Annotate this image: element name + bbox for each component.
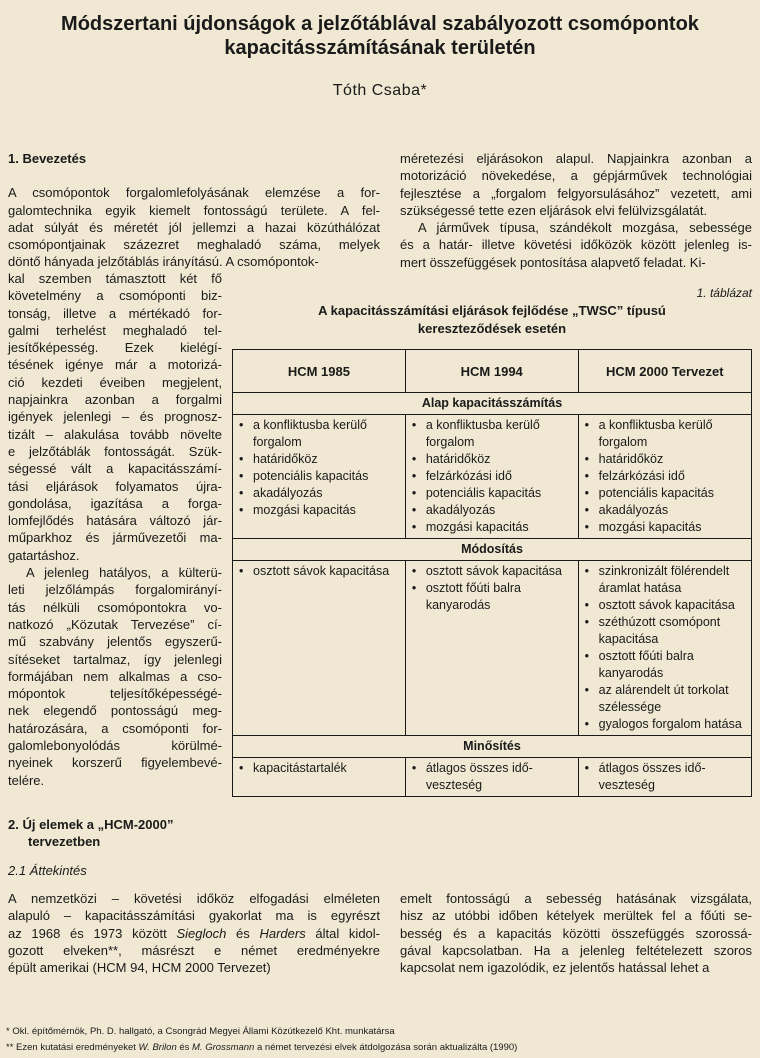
text-line: A jelenleg hatályos, a külterü- — [26, 565, 222, 581]
left-column-narrow — [8, 270, 222, 789]
table-title-line-2: kereszteződések esetén — [417, 321, 567, 336]
text-line: hisz az utóbbi időben kételyek merültek fel a főúti se- — [400, 908, 752, 924]
list-item: • akadályozás — [239, 485, 399, 502]
list-item: • széthúzott csomópont kapacitása — [585, 614, 745, 648]
text-line: műparkhoz és járművezetői ma- — [8, 530, 222, 546]
table-section-heading: Minősítés — [233, 736, 752, 758]
right-paragraph — [400, 150, 752, 271]
text-line: natkozó „Közutak Tervezése” cí- — [8, 616, 222, 632]
list-item: • potenciális kapacitás — [585, 485, 745, 502]
list-item: • gyalogos forgalom hatása — [585, 716, 745, 733]
text-line: galomtechnika egyik kiemelt fontosságú területe. A fel- — [8, 202, 380, 218]
list-item: • osztott sávok kapacitása — [239, 563, 399, 580]
list-item: • osztott főúti balra kanyarodás — [412, 580, 572, 614]
bullet-list — [412, 563, 572, 614]
text-line: gával kapcsolatban. Ha a jelenleg feltételezett szoros — [400, 942, 752, 958]
table-cell — [578, 561, 751, 736]
text-line: határozására, a csomóponti for- — [8, 720, 222, 736]
text-line: emelt fontosságú a sebesség hatásának vizsgálata, — [400, 891, 752, 906]
bullet-list — [239, 417, 399, 519]
text-line: tási eljárások folyamatos újra- — [8, 478, 222, 494]
right-bottom-paragraph — [400, 890, 752, 976]
text-line: nyeinek korszerű figyelembevé- — [8, 755, 222, 771]
article-title — [0, 12, 760, 60]
text-line: A nemzetközi – követési időköz elfogadási elméleten — [8, 891, 380, 906]
text-line: tizált – alakulása tovább növelte — [8, 426, 222, 442]
left-column-top — [8, 150, 380, 271]
text-line: ségessé vált a kapacitásszámí- — [8, 461, 222, 477]
list-item: • határidőköz — [239, 451, 399, 468]
text-line: formájában nem alkalmas a cso- — [8, 668, 222, 684]
list-item: • osztott főúti balra kanyarodás — [585, 648, 745, 682]
intro-paragraph-c — [8, 564, 222, 789]
bullet-list — [239, 563, 399, 580]
text-line: galmi terhelést meghaladó tel- — [8, 322, 222, 338]
table-title-line-1: A kapacitásszámítási eljárások fejlődése „TWSC” típusú — [318, 303, 666, 318]
text-line: motorizáció növekedése, a gépjárművek technológiai — [400, 168, 752, 184]
text-line: mű szabvány jelentős egyszerű- — [8, 634, 222, 650]
text-line: alapuló – kapacitásszámítási gyakorlat ma is egyrészt — [8, 908, 380, 924]
table-cell — [233, 561, 406, 736]
text-line: döntő hányada jelzőtáblás irányítású. A csomópontok- — [8, 254, 319, 270]
text-line: A járművek típusa, szándékolt mozgása, sebessége — [418, 220, 752, 236]
list-item: • akadályozás — [412, 502, 572, 519]
list-item: • mozgási kapacitás — [412, 519, 572, 536]
bullet-list — [412, 760, 572, 794]
section-2-heading-line-1: 2. Új elemek a „HCM-2000” — [8, 817, 174, 832]
table-cell — [405, 758, 578, 797]
capacity-table — [232, 349, 752, 797]
list-item: • mozgási kapacitás — [585, 519, 745, 536]
list-item: • kapacitástartalék — [239, 760, 399, 777]
text-line: leti jelzőlámpás forgalomirányí- — [8, 582, 222, 598]
list-item: • mozgási kapacitás — [239, 502, 399, 519]
table-section-heading: Alap kapacitásszámítás — [233, 393, 752, 415]
list-item: • a konfliktusba kerülő forgalom — [239, 417, 399, 451]
text-line: sítéseket tartalmaz, így jelenlegi — [8, 651, 222, 667]
bullet-list — [412, 417, 572, 536]
list-item: • határidőköz — [412, 451, 572, 468]
text-line: lomfejlődés hatására változó jár- — [8, 513, 222, 529]
text-line: csomópontjainak százezret meghaladó száma, melyek — [8, 237, 380, 253]
bottom-left-column — [8, 890, 380, 976]
text-line: telére. — [8, 772, 45, 788]
text-line: kapcsolat nem igazolódik, ez jelentős hatással lehet a — [400, 960, 710, 976]
table-cell — [578, 415, 751, 539]
text-line: gozott elveken**, másrészt e német eredményekre — [8, 942, 380, 958]
list-item: • potenciális kapacitás — [412, 485, 572, 502]
text-line: adat súlyát és méretét jól jellemzi a hazai közúthálózat — [8, 219, 380, 235]
text-line: tás nélküli csomópontokra vo- — [8, 599, 222, 615]
overview-paragraph — [8, 890, 380, 976]
table-cell — [405, 415, 578, 539]
text-line: galomlebonyolódás körülmé- — [8, 738, 222, 754]
table-header-cell: HCM 1994 — [405, 350, 578, 393]
table-title — [232, 302, 752, 338]
footnote-2-text: ** Ezen kutatási eredményeket W. Brilon és M. Grossmann a német tervezési elvek átdolgozása során aktualizálta (1990) — [6, 1042, 518, 1053]
list-item: • potenciális kapacitás — [239, 468, 399, 485]
list-item: • akadályozás — [585, 502, 745, 519]
text-line: követelmény a csomóponti biz- — [8, 288, 222, 304]
text-line: igények jelenlegi – és prognosz- — [8, 409, 222, 425]
table-cell — [233, 758, 406, 797]
bullet-list — [239, 760, 399, 777]
list-item: • felzárkózási idő — [412, 468, 572, 485]
text-line: az 1968 és 1973 között Siegloch és Harders által kidol- — [8, 925, 381, 941]
list-item: • a konfliktusba kerülő forgalom — [412, 417, 572, 451]
text-line: gatartáshoz. — [8, 547, 80, 563]
title-line-1: Módszertani újdonságok a jelzőtáblával szabályozott csomópontok — [61, 13, 699, 35]
list-item: • felzárkózási idő — [585, 468, 745, 485]
table-header-cell: HCM 2000 Tervezet — [578, 350, 751, 393]
table-cell — [233, 415, 406, 539]
list-item: • a konfliktusba kerülő forgalom — [585, 417, 745, 451]
list-item: • szinkronizált fölérendelt áramlat hatása — [585, 563, 745, 597]
text-line: tésének igénye már a motorizá- — [8, 357, 222, 373]
bottom-right-column — [400, 890, 752, 976]
text-line: ció kezdeti éveiben megjelent, — [8, 374, 222, 390]
text-line: e jelzőtáblák fontosságát. Szük- — [8, 443, 222, 459]
table-caption: 1. táblázat — [696, 286, 752, 300]
text-line: besség és a kapacitás közötti összefüggés szorossá- — [400, 925, 752, 941]
intro-paragraph-a — [8, 184, 380, 270]
text-line: és a határ- illetve követési időközök között jelenleg is- — [400, 237, 752, 253]
text-line: mópontok teljesítőképességé- — [8, 686, 222, 702]
footnote-2 — [6, 1042, 517, 1054]
text-line: szükségessé tette ezen eljárások elvi felülvizsgálatát. — [400, 202, 708, 218]
text-line: fejlesztése a „forgalom felgyorsulásához” vezetett, ami — [400, 185, 752, 201]
text-line: méretezési eljárásokon alapul. Napjainkra azonban a — [400, 151, 752, 166]
bullet-list — [585, 417, 745, 536]
table-cell — [405, 561, 578, 736]
list-item: • átlagos összes idő-veszteség — [412, 760, 572, 794]
text-line: napjainkra azonban a forgalmi — [8, 392, 222, 408]
list-item: • osztott sávok kapacitása — [412, 563, 572, 580]
section-1-heading: 1. Bevezetés — [8, 151, 87, 166]
list-item: • az alárendelt út torkolat szélessége — [585, 682, 745, 716]
table-section-heading: Módosítás — [233, 539, 752, 561]
list-item: • határidőköz — [585, 451, 745, 468]
table-header-cell: HCM 1985 — [233, 350, 406, 393]
bullet-list — [585, 760, 745, 794]
intro-paragraph-b — [8, 270, 222, 564]
footnote-1: * Okl. építőmérnök, Ph. D. hallgató, a Csongrád Megyei Állami Közútkezelő Kht. munkatársa — [6, 1026, 395, 1037]
right-column-top — [400, 150, 752, 271]
title-line-2: kapacitásszámításának területén — [224, 37, 536, 59]
bullet-list — [585, 563, 745, 733]
table-cell — [578, 758, 751, 797]
text-line: kal szemben támasztott két fő — [8, 271, 222, 286]
text-line: mert összefüggések pontosítása alapvető feladat. Ki- — [400, 254, 706, 270]
text-line: A csomópontok forgalomlefolyásának elemzése a for- — [8, 185, 380, 201]
text-line: épült amerikai (HCM 94, HCM 2000 Tervezet) — [8, 960, 271, 976]
text-line: jesítőképesség. Ezek kielégí- — [8, 340, 222, 356]
subsection-2-1-heading: 2.1 Áttekintés — [8, 863, 87, 878]
list-item: • osztott sávok kapacitása — [585, 597, 745, 614]
text-line: nek elegendő pontosságú meg- — [8, 703, 222, 719]
section-2-heading — [8, 816, 222, 851]
list-item: • átlagos összes idő-veszteség — [585, 760, 745, 794]
text-line: gondolása, igazítása a forga- — [8, 495, 222, 511]
author: Tóth Csaba* — [332, 82, 428, 99]
section-2-heading-line-2: tervezetben — [28, 834, 101, 850]
text-line: tonság, illetve a mértékadó for- — [8, 305, 222, 321]
